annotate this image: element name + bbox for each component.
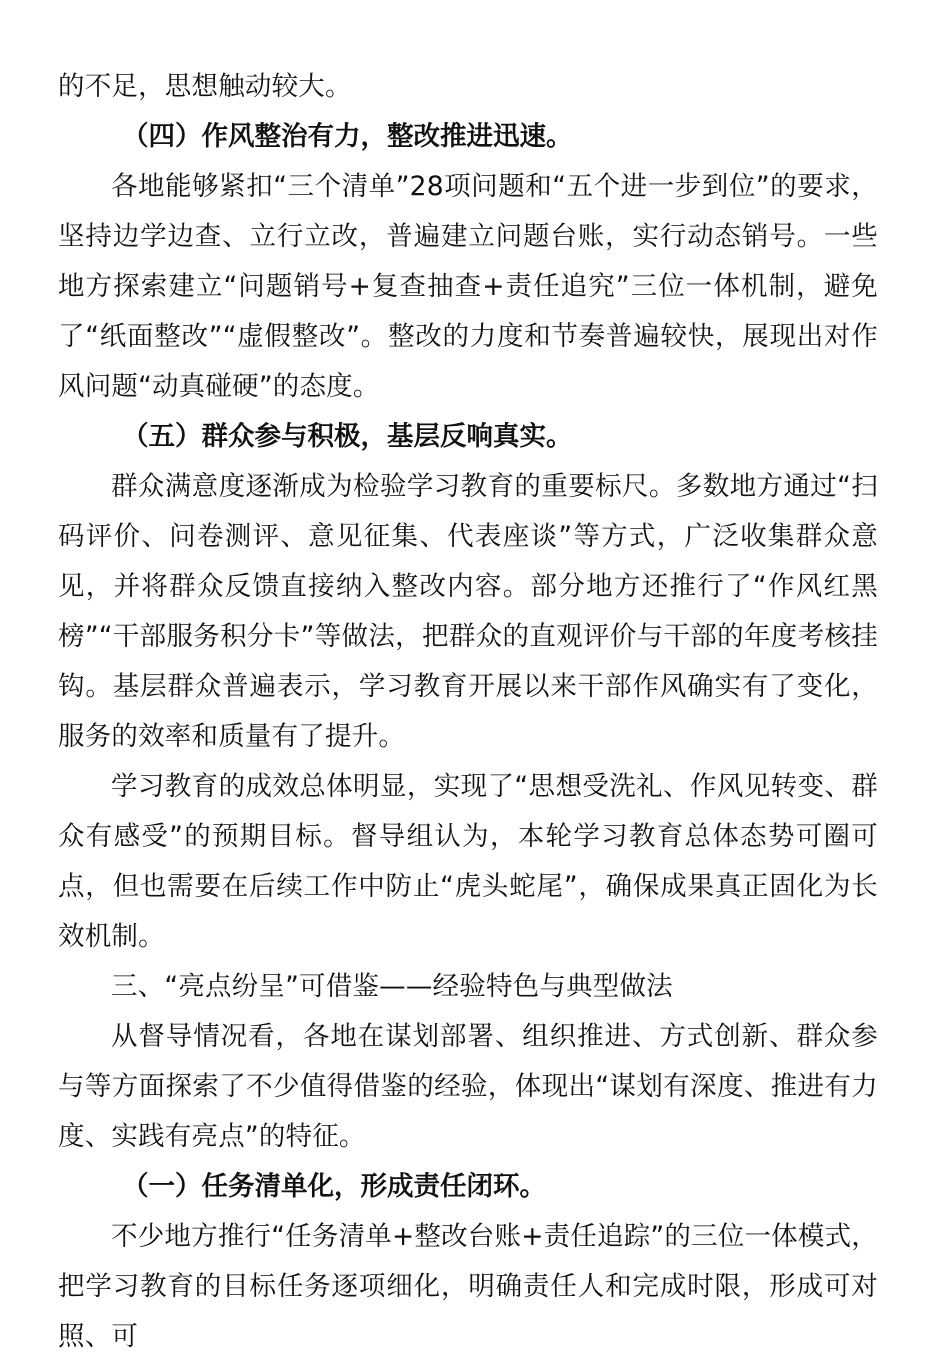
subheading-1: （一）任务清单化，形成责任闭环。 <box>122 1171 546 1202</box>
subheading-4: （四）作风整治有力，整改推进迅速。 <box>122 121 573 152</box>
body-paragraph: 各地能够紧扣“三个清单”28项问题和“五个进一步到位”的要求，坚持边学边查、立行立改，普遍建立问题台账，实行动态销号。一些地方探索建立“问题销号+复查抽查+责任追究”三位一体机制，避免了“纸面整改”“虚假整改”。整改的力度和节奏普遍较快，展现出对作风问题“动真碰硬”的态度。 <box>58 171 878 402</box>
body-paragraph: 学习教育的成效总体明显，实现了“思想受洗礼、作风见转变、群众有感受”的预期目标。督导组认为，本轮学习教育总体态势可圈可点，但也需要在后续工作中防止“虎头蛇尾”，确保成果真正固化为长效机制。 <box>58 771 878 952</box>
section-heading-3: 三、“亮点纷呈”可借鉴——经验特色与典型做法 <box>111 971 673 1002</box>
document-page <box>58 62 878 1362</box>
paragraph-continued: 的不足，思想触动较大。 <box>58 71 352 102</box>
body-paragraph: 不少地方推行“任务清单+整改台账+责任追踪”的三位一体模式，把学习教育的目标任务逐项细化，明确责任人和完成时限，形成可对照、可 <box>58 1221 878 1352</box>
body-paragraph: 群众满意度逐渐成为检验学习教育的重要标尺。多数地方通过“扫码评价、问卷测评、意见征集、代表座谈”等方式，广泛收集群众意见，并将群众反馈直接纳入整改内容。部分地方还推行了“作风红黑榜”“干部服务积分卡”等做法，把群众的直观评价与干部的年度考核挂钩。基层群众普遍表示，学习教育开展以来干部作风确实有了变化，服务的效率和质量有了提升。 <box>58 471 878 752</box>
subheading-5: （五）群众参与积极，基层反响真实。 <box>122 421 573 452</box>
body-paragraph: 从督导情况看，各地在谋划部署、组织推进、方式创新、群众参与等方面探索了不少值得借鉴的经验，体现出“谋划有深度、推进有力度、实践有亮点”的特征。 <box>58 1021 878 1152</box>
